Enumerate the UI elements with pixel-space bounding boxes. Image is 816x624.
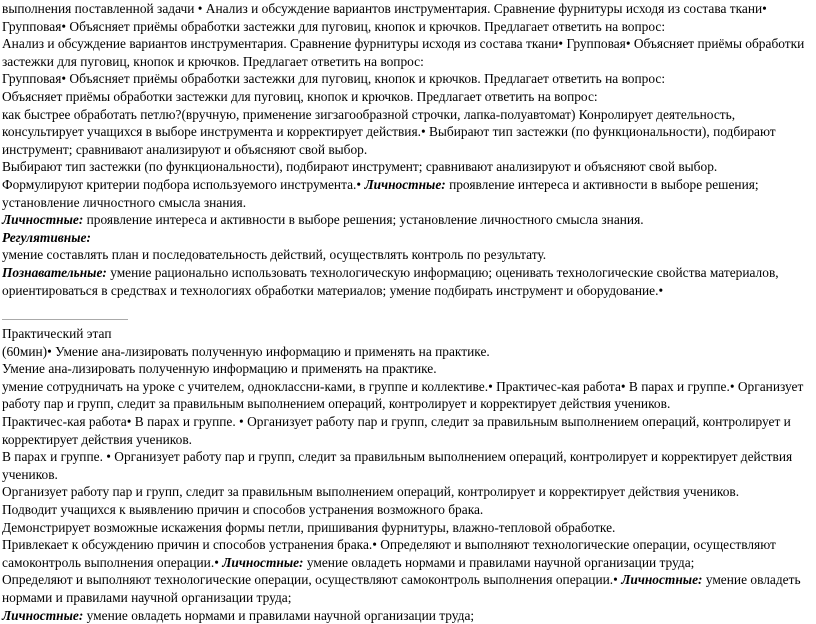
text-paragraph <box>2 413 810 448</box>
bold-label: Личностные: <box>222 554 304 570</box>
paragraph-text: Анализ и обсуждение вариантов инструментария. Сравнение фурнитуры исходя из состава ткани• Групповая• Объясняет приёмы обработки застежки для пуговиц, кнопок и крючков. Предлагает ответить на вопрос: <box>2 36 805 69</box>
paragraph-text: В парах и группе. • Организует работу пар и групп, следит за правильным выполнением операций, контролирует и корректирует действия учеников. <box>2 449 793 482</box>
paragraph-text: Групповая• Объясняет приёмы обработки застежки для пуговиц, кнопок и крючков. Предлагает ответить на вопрос: <box>2 71 666 87</box>
text-paragraph <box>2 343 810 361</box>
bold-label: Личностные: <box>621 572 703 588</box>
paragraph-text: проявление интереса и активности в выборе решения; установление личностного смысла знания. <box>83 212 644 228</box>
text-paragraph <box>2 483 810 501</box>
paragraph-text: умение рационально использовать технологическую информацию; оценивать технологические свойства материалов, ориентироваться в средствах и технологиях обработки материалов; умение подбирать инструмент и оборудование.• <box>2 264 779 298</box>
section-divider <box>2 319 128 320</box>
paragraph-text: проявление интереса и активности в выборе решения; установление личностного смысла знания. <box>2 176 759 210</box>
paragraph-text: (60мин)• Умение ана-лизировать полученную информацию и применять на практике. <box>2 343 490 359</box>
paragraph-text: умение овладеть нормами и правилами научной организации труда; <box>303 554 695 570</box>
text-paragraph <box>2 0 810 35</box>
paragraph-text: Формулируют критерии подбора используемого инструмента.• <box>2 176 365 192</box>
paragraph-text: Практичес-кая работа• В парах и группе. • Организует работу пар и групп, следит за правильным выполнением операций, контролирует и корректирует действия учеников. <box>2 414 791 447</box>
paragraph-text: умение овладеть нормами и правилами научной организации труда; <box>2 572 801 605</box>
paragraph-gap <box>2 299 810 316</box>
text-paragraph <box>2 360 810 378</box>
text-paragraph <box>2 70 810 88</box>
bold-label: Личностные: <box>364 176 446 192</box>
paragraph-text: Умение ана-лизировать полученную информацию и применять на практике. <box>2 361 437 377</box>
text-paragraph <box>2 106 810 159</box>
text-paragraph <box>2 88 810 106</box>
text-paragraph <box>2 325 810 343</box>
text-paragraph <box>2 607 810 624</box>
paragraph-text: умение составлять план и последовательность действий, осуществлять контроль по результату. <box>2 247 547 263</box>
text-paragraph <box>2 176 810 211</box>
paragraph-text: Подводит учащихся к выявлению причин и способов устранения возможного брака. <box>2 502 484 518</box>
paragraph-text: Организует работу пар и групп, следит за правильным выполнением операций, контролирует и корректирует действия учеников. <box>2 484 740 500</box>
text-paragraph <box>2 378 810 413</box>
paragraph-text: Практический этап <box>2 326 112 342</box>
paragraph-text: умение сотрудничать на уроке с учителем, одноклассни-ками, в группе и коллективе.• Практичес-кая работа• В парах и группе.• Организует работу пар и групп, следит за правильным выполнением операций, контролирует и корректирует действия учеников. <box>2 378 804 412</box>
paragraph-text: выполнения поставленной задачи • Анализ и обсуждение вариантов инструментария. Сравнение фурнитуры исходя из состава ткани• Групповая• Объясняет приёмы обработки застежки для пуговиц, кнопок и крючков. Предлагает ответить на вопрос: <box>2 1 767 34</box>
text-paragraph <box>2 35 810 70</box>
text-paragraph <box>2 571 810 606</box>
text-paragraph <box>2 264 810 299</box>
text-paragraph <box>2 211 810 229</box>
paragraph-text: Объясняет приёмы обработки застежки для пуговиц, кнопок и крючков. Предлагает ответить на вопрос: <box>2 88 598 104</box>
text-paragraph <box>2 536 810 571</box>
paragraph-text: умение овладеть нормами и правилами научной организации труда; <box>83 607 475 623</box>
bold-label: Регулятивные: <box>2 229 91 245</box>
bold-label: Личностные: <box>2 212 84 228</box>
text-paragraph <box>2 246 810 264</box>
text-paragraph <box>2 501 810 519</box>
paragraph-text: Демонстрирует возможные искажения формы петли, пришивания фурнитуры, влажно-тепловой обработке. <box>2 519 616 535</box>
paragraph-text: Выбирают тип застежки (по функциональности), подбирают инструмент; сравнивают анализируют и объясняют свой выбор. <box>2 159 718 175</box>
text-paragraph <box>2 519 810 537</box>
text-paragraph <box>2 448 810 483</box>
text-paragraph <box>2 229 810 247</box>
bold-label: Личностные: <box>2 607 84 623</box>
paragraph-text: как быстрее обработать петлю?(вручную, применение зигзагообразной строчки, лапка-полуавтомат) Конролирует деятельность, консультирует учащихся в выборе инструмента и корректирует действия.• Выбирают тип застежки (по функциональности), подбирают инструмент; сравнивают анализируют и объясняют свой выбор. <box>2 106 776 157</box>
text-paragraph <box>2 158 810 176</box>
paragraph-text: Привлекает к обсуждению причин и способов устранения брака.• Определяют и выполняют технологические операции, осуществляют самоконтроль выполнения операции.• <box>2 537 776 570</box>
bold-label: Познавательные: <box>2 264 107 280</box>
paragraph-text: Определяют и выполняют технологические операции, осуществляют самоконтроль выполнения операции.• <box>2 572 622 588</box>
